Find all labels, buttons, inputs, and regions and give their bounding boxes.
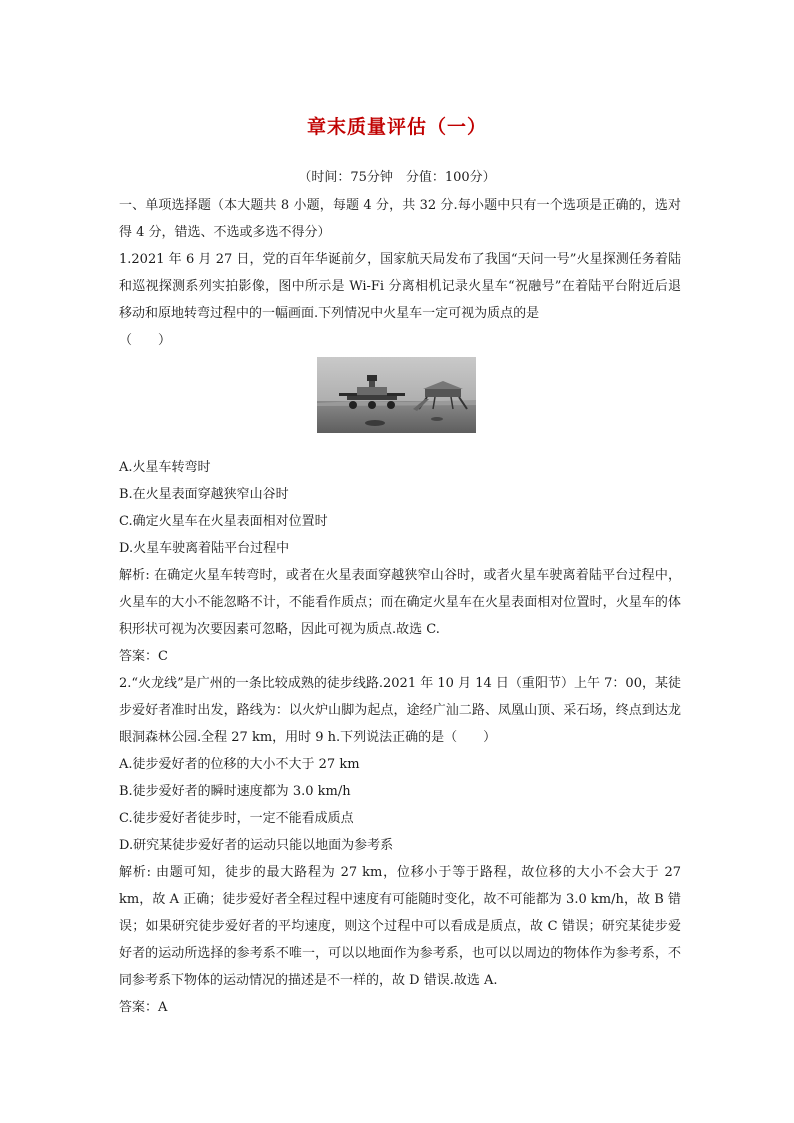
question-1-option-d: D.火星车驶离着陆平台过程中 — [119, 541, 290, 556]
page-title: 章末质量评估（一） — [306, 116, 487, 138]
document-body — [119, 192, 681, 1021]
question-2-stem: 2.“火龙线”是广州的一条比较成熟的徒步线路.2021 年 10 月 14 日（重阳节）上午 7：00，某徒步爱好者准时出发，路线为：以火炉山脚为起点，途经广汕二路、凤凰山顶、采石场，终点到达龙眼洞森林公园.全程 27 km，用时 9 h.下列说法正确的是（ ） — [119, 676, 681, 745]
question-1-option-c: C.确定火星车在火星表面相对位置时 — [119, 514, 328, 529]
question-1-figure — [119, 357, 681, 449]
section-heading: 一、单项选择题（本大题共 8 小题，每题 4 分，共 32 分.每小题中只有一个选项是正确的，选对得 4 分，错选、不选或多选不得分） — [119, 198, 681, 240]
question-1-blank: （ ） — [119, 333, 172, 348]
question-1-answer: 答案：C — [119, 649, 168, 664]
question-1-option-b: B.在火星表面穿越狭窄山谷时 — [119, 487, 289, 502]
question-2-option-c: C.徒步爱好者徒步时，一定不能看成质点 — [119, 811, 354, 826]
question-1-analysis: 解析: 在确定火星车转弯时，或者在火星表面穿越狭窄山谷时，或者火星车驶离着陆平台过程中，火星车的大小不能忽略不计，不能看作质点；而在确定火星车在火星表面相对位置时，火星车的体积形状可视为次要因素可忽略，因此可视为质点.故选 C. — [119, 568, 681, 637]
question-2-option-a: A.徒步爱好者的位移的大小不大于 27 km — [119, 757, 360, 772]
mars-rover-photo — [317, 357, 476, 433]
question-2-option-d: D.研究某徒步爱好者的运动只能以地面为参考系 — [119, 838, 394, 853]
question-1-option-a: A.火星车转弯时 — [119, 460, 211, 475]
mars-rover-image — [317, 357, 476, 433]
question-2-option-b: B.徒步爱好者的瞬时速度都为 3.0 km/h — [119, 784, 351, 799]
question-1-stem: 1.2021 年 6 月 27 日，党的百年华诞前夕，国家航天局发布了我国“天问一号”火星探测任务着陆和巡视探测系列实拍影像，图中所示是 Wi-Fi 分离相机记录火星车“祝融号”在着陆平台附近后退移动和原地转弯过程中的一幅画面.下列情况中火星车一定可视为质点的是 — [119, 252, 681, 321]
exam-meta: （时间：75分钟 分值：100分） — [298, 170, 496, 185]
question-2-analysis: 解析: 由题可知，徒步的最大路程为 27 km，位移小于等于路程，故位移的大小不会大于 27 km，故 A 正确；徒步爱好者全程过程中速度有可能随时变化，故不可能都为 3.0 km/h，故 B 错误；如果研究徒步爱好者的平均速度，则这个过程中可以看成是质点，故 C 错误；研究某徒步爱好者的运动所选择的参考系不唯一，可以以地面作为参考系，也可以以周边的物体作为参考系，不同参考系下物体的运动情况的描述是不一样的，故 D 错误.故选 A. — [119, 865, 681, 988]
question-2-answer: 答案：A — [119, 1000, 168, 1015]
